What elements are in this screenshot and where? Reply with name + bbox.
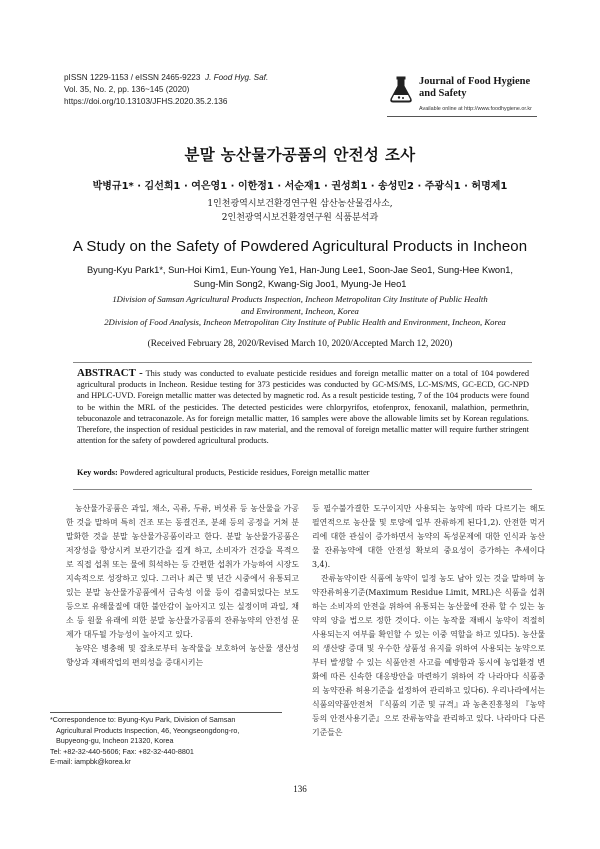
body-column-left — [66, 502, 299, 670]
keywords — [77, 468, 529, 477]
keywords-label: Key words: — [77, 468, 118, 477]
journal-abbrev: J. Food Hyg. Saf. — [204, 73, 269, 82]
english-affiliation-2: 2Division of Food Analysis, Incheon Metropolitan City Institute of Public Health and Environment, Incheon, Korea — [104, 317, 506, 327]
english-title: A Study on the Safety of Powdered Agricultural Products in Incheon — [72, 238, 528, 255]
english-authors-line2: Sung-Min Song2, Kwang-Sig Joo1, Myung-Je Heo1 — [193, 279, 407, 289]
logo-title-line2: and Safety — [419, 88, 467, 99]
keywords-text: Powdered agricultural products, Pesticide residues, Foreign metallic matter — [119, 468, 370, 477]
logo-title-line1: Journal of Food Hygiene — [419, 76, 531, 87]
flask-logo-icon — [387, 74, 415, 104]
english-authors-line1: Byung-Kyu Park1*, Sun-Hoi Kim1, Eun-Young Ye1, Han-Jung Lee1, Soon-Jae Seo1, Sung-Hee Kwon1, — [86, 265, 514, 275]
page-number: 136 — [293, 784, 307, 794]
korean-authors: 박병규1* · 김선희1 · 여은영1 · 이한정1 · 서순재1 · 권성희1 · 송성민2 · 주광식1 · 허명제1 — [92, 181, 508, 192]
english-affiliation-1-line1: 1Division of Samsan Agricultural Products Inspection, Incheon Metropolitan City Institute of Public Health — [112, 294, 488, 304]
english-affiliation-1-line2: and Environment, Incheon, Korea — [241, 305, 359, 316]
footnote-line: Agricultural Products Inspection, 46, Yeongseongdong-ro, — [56, 725, 240, 735]
abstract-box — [73, 362, 532, 490]
korean-affiliation-1: 1인천광역시보건환경연구원 삼산농산물검사소, — [207, 199, 393, 209]
journal-header — [64, 72, 364, 108]
journal-logo — [387, 70, 537, 117]
abstract-label: ABSTRACT - — [77, 367, 143, 379]
body-paragraph: 농산물가공품은 과일, 채소, 곡류, 두류, 버섯류 등 농산물을 가공한 것을 말하며 특히 건조 또는 동결건조, 분쇄 등의 공정을 거쳐 분말화한 것을 분말 농산물가공품이라고 한다. 분말 농산물가공품은 저장성을 향상시켜 보관기간을 길게 하고, 소비자가 건강을 목적으로 직접 섭취 또는 물에 희석하는 등 간편한 섭취가 가능하여 시장도 지속적으로 성장하고 있다. 그러나 최근 몇 년간 시중에서 유통되고 있는 분말 농산물가공품에서 금속성 이물 등이 검출되었다는 보도 등으로 유해물질에 대한 불안감이 높아지고 있는 실정이며 과일, 채소 등 원물 유래에 의한 분말 농산물가공품의 잔류농약의 안전성 문제가 대두될 가능성이 높아지고 있다. — [66, 504, 299, 639]
volume-info: Vol. 35, No. 2, pp. 136~145 (2020) — [64, 85, 190, 94]
korean-affiliation-2: 2인천광역시보건환경연구원 식품분석과 — [221, 213, 379, 223]
footnote-line: Tel: +82-32-440-5606; Fax: +82-32-440-8801 — [50, 746, 194, 756]
journal-url[interactable]: Available online at http://www.foodhygiene.or.kr — [419, 106, 532, 112]
footnote-line: Bupyeong-gu, Incheon 21320, Korea — [56, 736, 174, 745]
body-column-right — [312, 502, 545, 740]
footnote-email[interactable]: E-mail: iampbk@korea.kr — [50, 757, 131, 766]
issn-text: pISSN 1229-1153 / eISSN 2465-9223 — [64, 73, 201, 82]
doi-link[interactable]: https://doi.org/10.13103/JFHS.2020.35.2.136 — [64, 97, 228, 106]
correspondence-footnote — [50, 715, 300, 768]
abstract-text: This study was conducted to evaluate pesticide residues and foreign metallic matter on a total of 104 powdered agricultural products in Incheon. Residue testing for 373 pesticides was conducted by GC-MS/MS, LC-MS/MS, GC-ECD, GC-NPD and HPLC-UVD. Foreign metallic matter was detected by magnetic rod. As a result pesticide testing, 7 of the 104 products were found to be within the MRL of the pesticides. The detected pesticides were chlorpyrifos, etofenprox, fenoxanil, malathion, permethrin, tebuconazole and tetraconazole. As for foreign metallic matter, 16 samples were above the allowable limits set by Korean regulations. Therefore, the inspection of residual pesticides in raw material, and the removal of foreign metallic matter will require further stringent attention for the safety of powdered agricultural products. — [77, 369, 529, 446]
english-authors — [30, 263, 570, 291]
logo-title — [419, 76, 539, 100]
english-affiliation-1 — [50, 294, 550, 317]
abstract — [77, 368, 529, 446]
body-paragraph: 농약은 병충해 및 잡초로부터 농작물을 보호하여 농산물 생산성 향상과 재배작업의 편의성을 증대시키는 — [66, 644, 299, 667]
received-dates: (Received February 28, 2020/Revised March 10, 2020/Accepted March 12, 2020) — [147, 339, 453, 349]
korean-title: 분말 농산물가공품의 안전성 조사 — [184, 146, 416, 164]
footnote-divider — [50, 712, 282, 713]
body-paragraph: 등 필수불가결한 도구이지만 사용되는 농약에 따라 다르기는 해도 필연적으로 농산물 및 토양에 일부 잔류하게 된다1,2). 안전한 먹거리에 대한 관심이 증가하면서 농약의 독성문제에 대한 인식과 농산물 잔류농약에 대한 안전성 확보의 중요성이 증가하는 추세이다3,4). — [312, 504, 545, 569]
footnote-line: *Correspondence to: Byung-Kyu Park, Division of Samsan — [50, 715, 236, 724]
body-paragraph: 잔류농약이란 식품에 농약이 일정 농도 남아 있는 것을 말하며 농약잔류허용기준(Maximum Residue Limit, MRL)은 식품을 섭취하는 소비자의 안전을 위하여 유통되는 농산물에 잔류 할 수 있는 농약의 양을 법으로 정한 것이다. 이는 농작물 재배시 농약이 적절히 사용되는지 여부를 확인할 수 있는 이중 역할을 하고 있다5). 농산물의 생산량 증대 및 우수한 상품성 유지를 위하여 사용되는 농약으로부터 발생할 수 있는 식품안전 사고를 예방함과 동시에 농업환경 변화에 따른 신속한 대응방안을 마련하기 위하여 각 나라마다 식품중의 농약잔류 허용기준을 설정하여 관리하고 있다6). 우리나라에서는 식품의약품안전처 『식품의 기준 및 규격』과 농촌진흥청의 『농약 등의 안전사용기준』으로 잔류농약을 관리하고 있다. 나라마다 다른 기준들은 — [312, 574, 545, 737]
